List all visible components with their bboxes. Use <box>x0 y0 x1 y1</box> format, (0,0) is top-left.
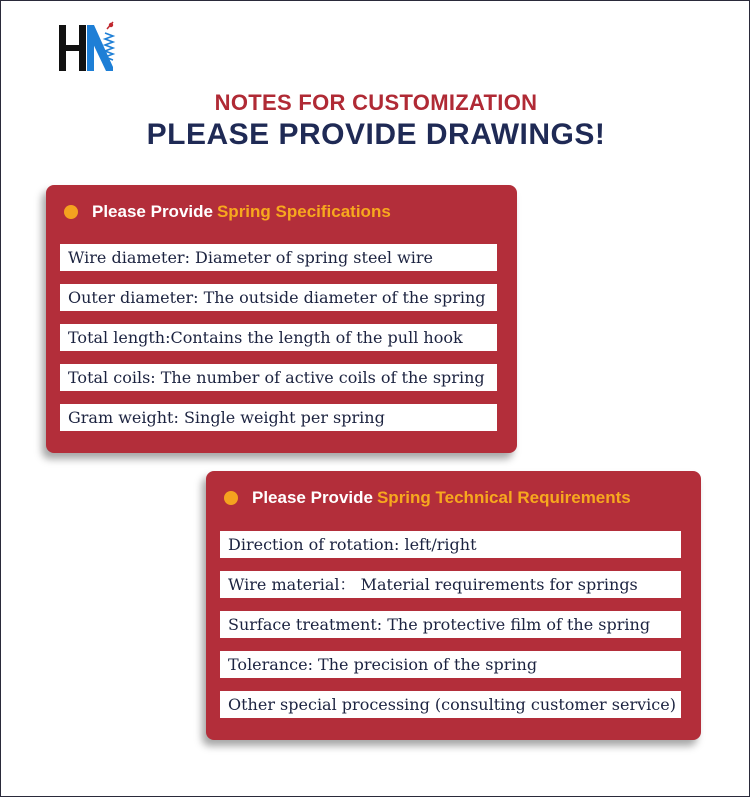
spec-row-wire-diameter: Wire diameter: Diameter of spring steel wire <box>60 244 497 271</box>
spring-specifications-card <box>46 185 517 453</box>
bullet-dot-icon <box>224 491 238 505</box>
tech-row-rotation: Direction of rotation: left/right <box>220 531 681 558</box>
heading-accent: Spring Technical Requirements <box>376 488 631 507</box>
hn-logo-icon <box>57 19 123 75</box>
spec-row-outer-diameter: Outer diameter: The outside diameter of the spring <box>60 284 497 311</box>
technical-requirements-card <box>206 471 701 740</box>
spec-row-gram-weight: Gram weight: Single weight per spring <box>60 404 497 431</box>
spec-row-total-length: Total length:Contains the length of the pull hook <box>60 324 497 351</box>
bullet-dot-icon <box>64 205 78 219</box>
spec-row-total-coils: Total coils: The number of active coils of the spring <box>60 364 497 391</box>
brand-logo <box>57 19 123 75</box>
heading-prefix: Please Provide <box>92 202 213 221</box>
drawings-title: PLEASE PROVIDE DRAWINGS! <box>146 118 606 151</box>
tech-row-tolerance: Tolerance: The precision of the spring <box>220 651 681 678</box>
tech-row-surface-treatment: Surface treatment: The protective film of the spring <box>220 611 681 638</box>
card-heading <box>224 487 631 509</box>
heading-accent: Spring Specifications <box>216 202 391 221</box>
card-heading <box>64 201 391 223</box>
heading-prefix: Please Provide <box>252 488 373 507</box>
notes-title: NOTES FOR CUSTOMIZATION <box>214 90 538 115</box>
tech-row-wire-material: Wire material： Material requirements for springs <box>220 571 681 598</box>
tech-row-special-processing: Other special processing (consulting customer service) <box>220 691 681 718</box>
